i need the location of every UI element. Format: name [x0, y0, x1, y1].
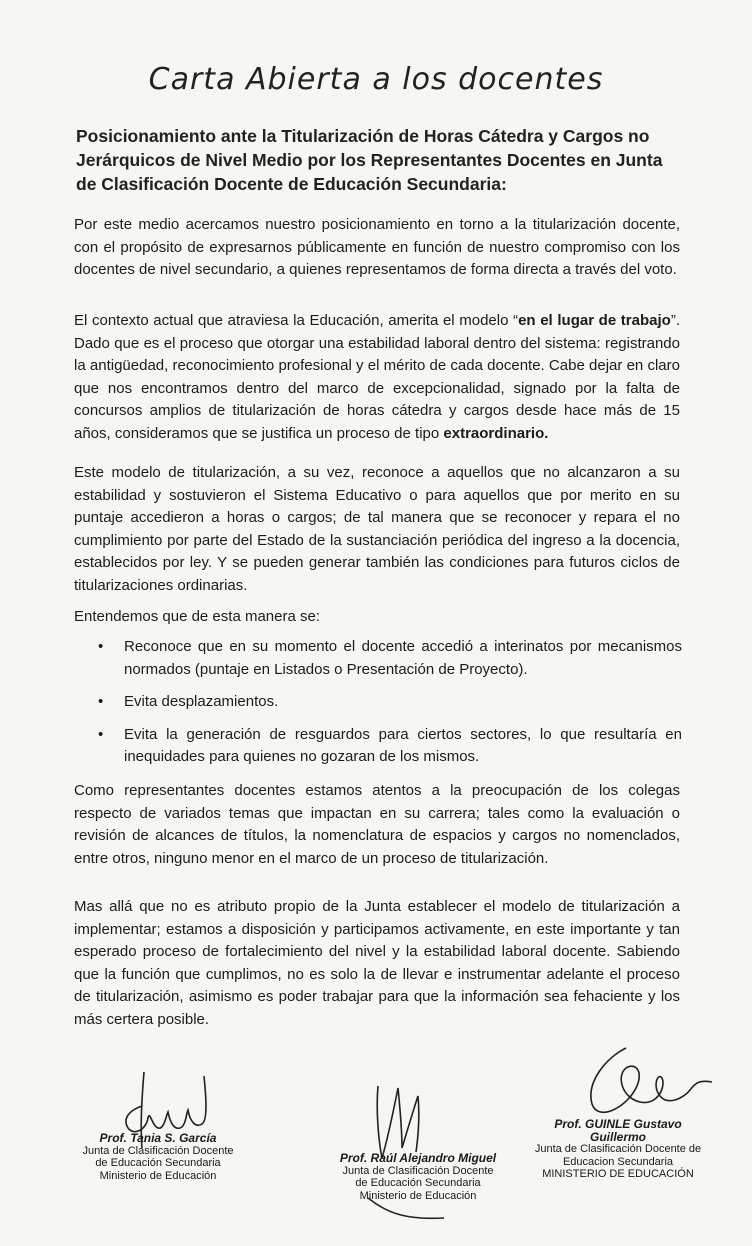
signatory-name: Prof. GUINLE Gustavo Guillermo: [554, 1117, 682, 1144]
paragraph-1: Por este medio acercamos nuestro posicionamiento en torno a la titularización docente, con el propósito de expresarnos públicamente en función de nuestro compromiso con los docentes de nivel secundario, a quienes representamos de forma directa a través del voto.: [74, 216, 680, 278]
bullet-list: [96, 636, 682, 779]
signature-block-2: [318, 1152, 518, 1202]
paragraph-6: Mas allá que no es atributo propio de la Junta establecer el modelo de titularización a implementar; estamos a disposición y participamos activamente, en este importante y tan esperado proceso de fortalecimiento del nivel y la estabilidad laboral docente. Sabiendo que la función que cumplimos, no es solo la de llevar e instrumentar adelante el proceso de titularización, asimismo es poder trabajar para que la información sea fehaciente y los más certera posible.: [74, 898, 680, 1028]
paragraph-2-text-a: El contexto actual que atraviesa la Educación, amerita el modelo “: [74, 312, 519, 329]
signatory-name: Prof. Raúl Alejandro Miguel: [339, 1151, 497, 1165]
signature-block-1: [68, 1132, 248, 1182]
signatory-line: de Educación Secundaria: [355, 1177, 481, 1189]
letter-subtitle: Posicionamiento ante la Titularización de Horas Cátedra y Cargos no Jerárquicos de Nivel Medio por los Representantes Docentes en Junta de Clasificación Docente de Educación Secundaria:: [76, 126, 663, 194]
paragraph-2-bold-2: extraordinario.: [443, 424, 549, 442]
signatory-line: Ministerio de Educación: [359, 1189, 477, 1202]
signatory-line: Ministerio de Educación: [99, 1169, 217, 1182]
signatory-line: Educacion Secundaria: [562, 1155, 674, 1168]
paragraph-3: Este modelo de titularización, a su vez, reconoce a aquellos que no alcanzaron a su estabilidad y sostuvieron el Sistema Educativo o para aquellos que por merito en su puntaje accedieron a horas o cargos; de tal manera que se reconocer y repara el no cumplimiento por parte del Estado de la sustanciación periódica del ingreso a la docencia, establecidos por ley. Y se pueden generar también las condiciones para futuros ciclos de titularizaciones ordinarias.: [74, 464, 680, 594]
bullet-item: • Reconoce que en su momento el docente accedió a interinatos por mecanismos normados (puntaje en Listados o Presentación de Proyecto).: [96, 636, 682, 681]
signatory-line: Junta de Clasificación Docente de: [534, 1143, 702, 1155]
bullet-item: • Evita la generación de resguardos para ciertos sectores, lo que resultaría en inequidades para quienes no gozaran de los mismos.: [96, 724, 682, 769]
signature-block-3: [528, 1118, 708, 1181]
paragraph-2-bold-1: en el lugar de trabajo: [518, 312, 671, 329]
paragraph-2-text-b: ”. Dado que es el proceso que otorgar una estabilidad laboral dentro del sistema: registrando la antigüedad, reconocimiento profesional y el mérito de cada docente. Cabe dejar en claro que nos encontramos dentro del marco de excepcionalidad, signado por la falta de concursos amplios de titularización de horas cátedra y cargos desde hace más de 15 años, consideramos que se justifica un proceso de tipo: [74, 312, 680, 442]
signatory-line: de Educación Secundaria: [95, 1157, 221, 1169]
signatory-line: MINISTERIO DE EDUCACIÓN: [542, 1168, 694, 1180]
bullet-item: • Evita desplazamientos.: [96, 691, 682, 714]
paragraph-4: Entendemos que de esta manera se:: [74, 608, 320, 625]
signatory-line: Junta de Clasificación Docente: [342, 1164, 494, 1177]
signature-scribble-3: [566, 1038, 716, 1128]
letter-title: Carta Abierta a los docentes: [148, 62, 604, 97]
signatory-line: Junta de Clasificación Docente: [82, 1144, 234, 1157]
paragraph-5: Como representantes docentes estamos atentos a la preocupación de los colegas respecto de variados temas que impactan en su carrera; tales como la evaluación o revisión de alcances de títulos, la nomenclatura de espacios y cargos no nomenclados, entre otros, ninguno menor en el marco de un proceso de titularización.: [74, 782, 680, 867]
signatory-name: Prof. Tania S. García: [99, 1131, 217, 1145]
paragraph-2: [74, 310, 680, 445]
